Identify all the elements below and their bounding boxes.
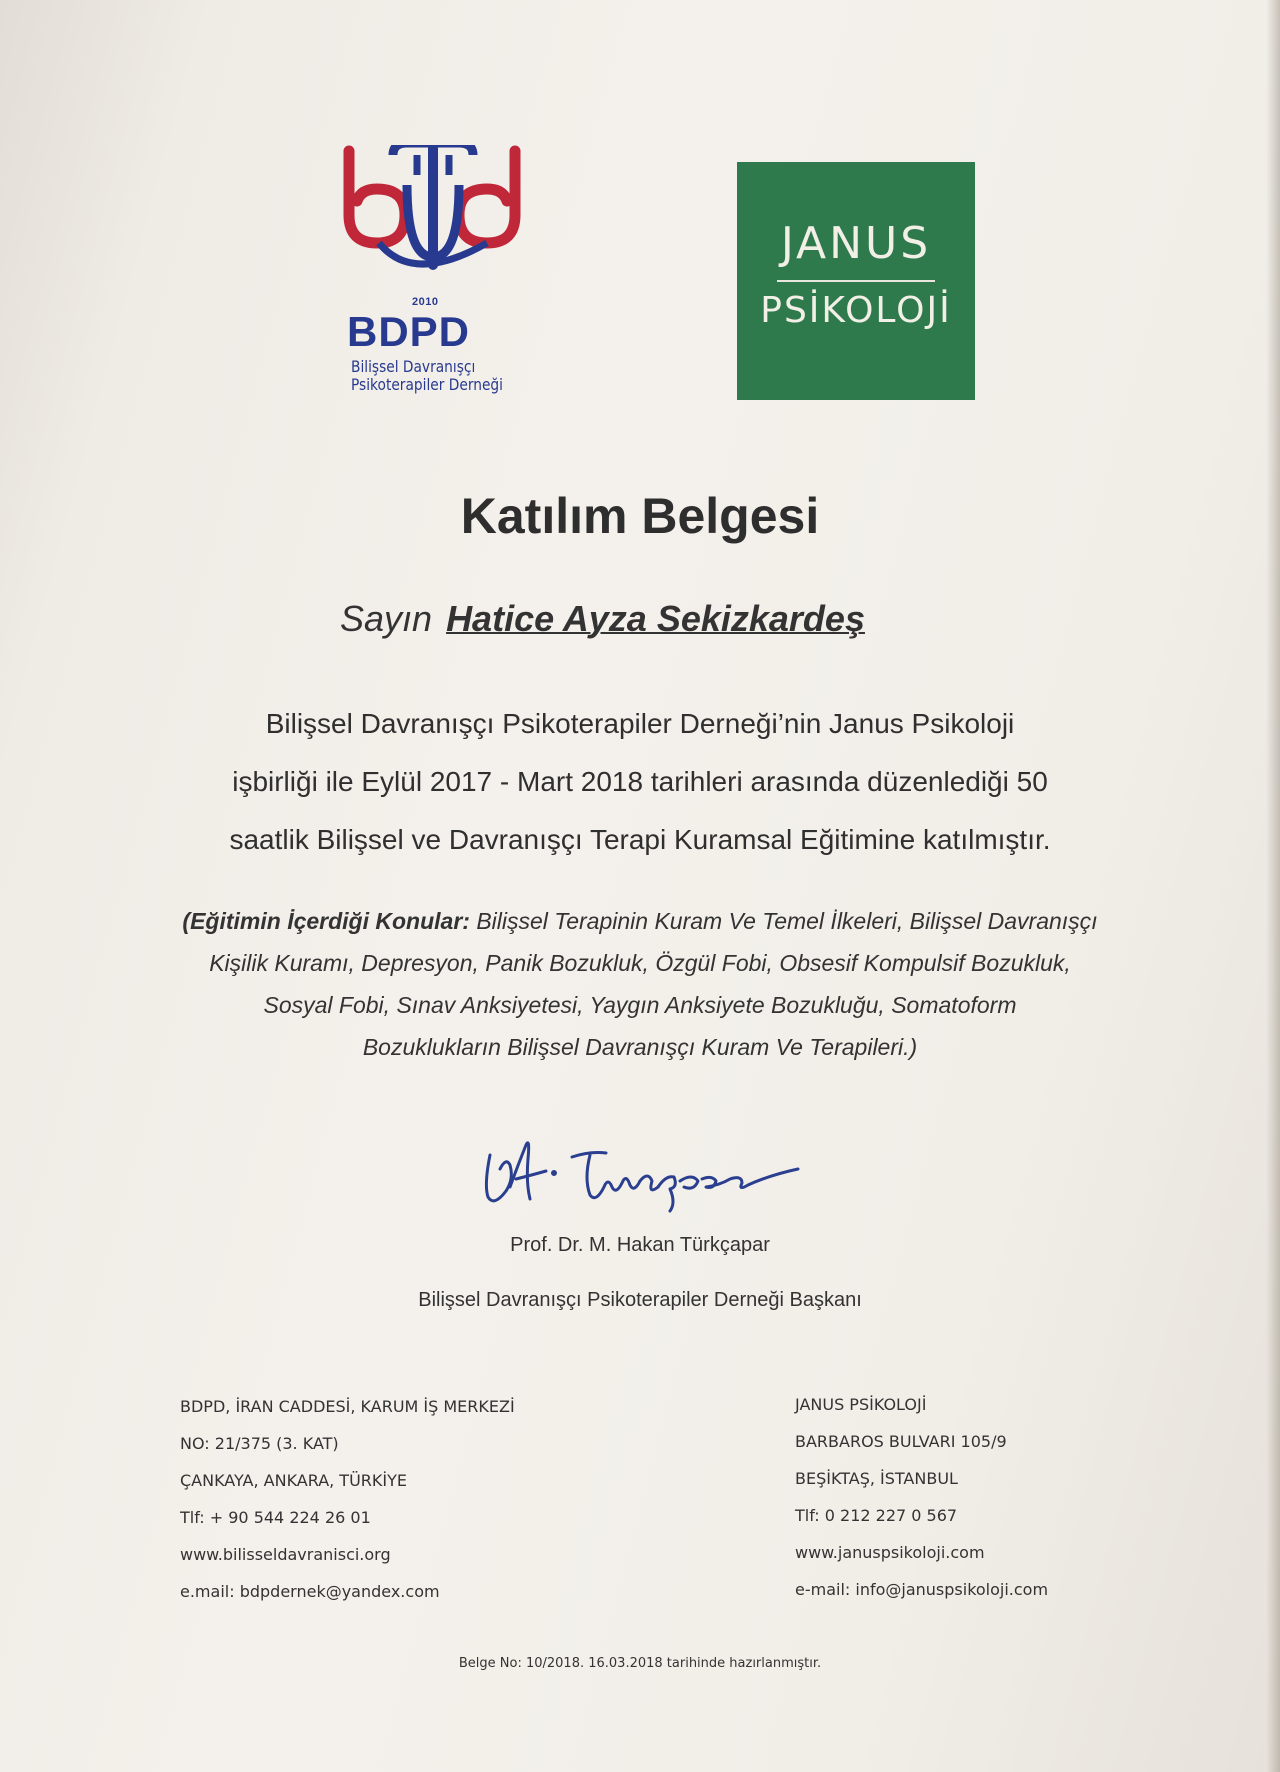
recipient-name: Hatice Ayza Sekizkardeş bbox=[446, 598, 865, 639]
janus-email-link: e-mail: info@januspsikoloji.com bbox=[795, 1580, 1049, 1599]
bdpd-year: 2010 bbox=[412, 296, 439, 308]
bdpd-abbreviation: BDPD bbox=[347, 308, 471, 355]
janus-address-line: BARBAROS BULVARI 105/9 bbox=[795, 1432, 1007, 1451]
bdpd-address-line: ÇANKAYA, ANKARA, TÜRKİYE bbox=[180, 1471, 407, 1490]
bdpd-address-line: BDPD, İRAN CADDESİ, KARUM İŞ MERKEZİ bbox=[180, 1397, 515, 1416]
bdpd-website-link: www.bilisseldavranisci.org bbox=[180, 1545, 391, 1564]
bdpd-name-line2: Psikoterapiler Derneği bbox=[351, 375, 503, 394]
janus-logo bbox=[737, 162, 975, 400]
topics-line-1 bbox=[160, 900, 1120, 942]
janus-logo-sub: PSİKOLOJİ bbox=[760, 290, 952, 331]
topics-line-2: Kişilik Kuramı, Depresyon, Panik Bozukluk, Özgül Fobi, Obsesif Kompulsif Bozukluk, bbox=[209, 950, 1071, 976]
bdpd-monogram-icon bbox=[343, 145, 523, 305]
body-line-1: Bilişsel Davranışçı Psikoterapiler Derneği’nin Janus Psikoloji bbox=[265, 708, 1015, 739]
janus-logo-word: JANUS bbox=[780, 218, 932, 269]
janus-website-link: www.januspsikoloji.com bbox=[795, 1543, 985, 1562]
certificate-title: Katılım Belgesi bbox=[460, 488, 820, 544]
handwritten-signature bbox=[480, 1125, 810, 1215]
bdpd-logo bbox=[335, 145, 525, 405]
topics-line-4: Bozuklukların Bilişsel Davranışçı Kuram Ve Terapileri.) bbox=[362, 1034, 918, 1060]
topics-line-3: Sosyal Fobi, Sınav Anksiyetesi, Yaygın Anksiyete Bozukluğu, Somatoform bbox=[263, 992, 1017, 1018]
topics-block bbox=[160, 900, 1120, 1068]
document-number: Belge No: 10/2018. 16.03.2018 tarihinde hazırlanmıştır. bbox=[458, 1656, 822, 1671]
bdpd-name-line1: Bilişsel Davranışçı bbox=[351, 357, 476, 376]
janus-logo-divider bbox=[777, 280, 935, 282]
bdpd-email-link: e.mail: bdpdernek@yandex.com bbox=[180, 1582, 440, 1601]
bdpd-phone: Tlf: + 90 544 224 26 01 bbox=[180, 1508, 371, 1527]
salutation bbox=[340, 598, 865, 640]
janus-address-line: BEŞİKTAŞ, İSTANBUL bbox=[795, 1469, 958, 1488]
salutation-word: Sayın bbox=[340, 598, 433, 639]
janus-phone: Tlf: 0 212 227 0 567 bbox=[795, 1506, 958, 1525]
janus-address-line: JANUS PSİKOLOJİ bbox=[795, 1395, 927, 1414]
certificate-body bbox=[160, 695, 1120, 869]
signer-name: Prof. Dr. M. Hakan Türkçapar bbox=[510, 1234, 770, 1256]
topics-line-1-rest: Bilişsel Terapinin Kuram Ve Temel İlkeleri, Bilişsel Davranışçı bbox=[469, 908, 1098, 934]
bdpd-address-line: NO: 21/375 (3. KAT) bbox=[180, 1434, 339, 1453]
signer-role: Bilişsel Davranışçı Psikoterapiler Derneği Başkanı bbox=[418, 1289, 862, 1311]
body-line-2: işbirliği ile Eylül 2017 - Mart 2018 tarihleri arasında düzenlediği 50 bbox=[232, 766, 1048, 797]
body-line-3: saatlik Bilişsel ve Davranışçı Terapi Kuramsal Eğitimine katılmıştır. bbox=[229, 824, 1051, 855]
janus-address-block bbox=[795, 1386, 1048, 1608]
topics-label: (Eğitimin İçerdiği Konular: bbox=[182, 908, 470, 934]
bdpd-address-block bbox=[180, 1388, 515, 1610]
